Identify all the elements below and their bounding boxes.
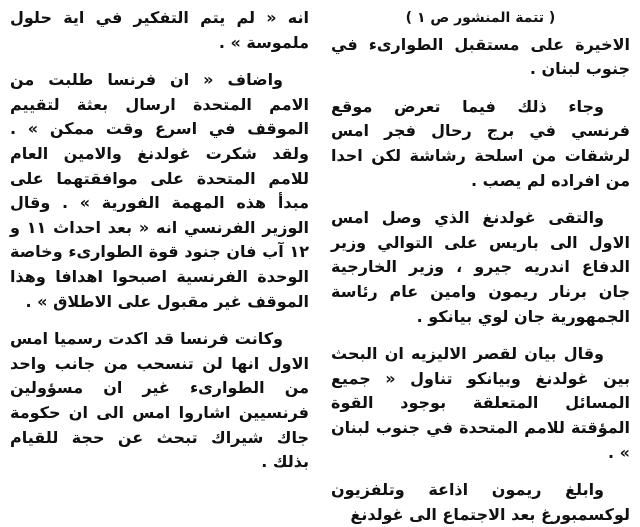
paragraph-no-withdrawal: وكانت فرنسا قد اكدت رسميا امس الاول انها لن تنسحب من جانب واحد من الطوارىء غير ان مسؤولين فرنسيين اشاروا امس الى ان حكومة جاك شيراك تبحث عن حجة للقيام بذلك . — [10, 329, 309, 472]
continuation-note: ( تتمة المنشور ص ١ ) — [405, 10, 556, 26]
paragraph-france-request: واضاف « ان فرنسا طلبت من الامم المتحدة ارسال بعثة لتقييم الموقف في اسرع وقت ممكن » . ولقد شكرت غولدنغ والامين العام للامم المتحدة على موافقتهما على مبدأ هذه المهمة الفورية » . وقال الوزير الفرنسي انه « بعد احداث ١١ و ١٢ آب فان جنود قوة الطوارىء وخاصة الوحدة الفرنسية اصبحوا اهدافا وهذا الموقف غير مقبول على الاطلاق » . — [10, 70, 310, 311]
paragraph-elysee-statement: وقال بيان لقصر الاليزيه ان البحث بين غولدنغ وبيانكو تناول « جميع المسائل المتعلقة بوجود القوة المؤقتة للامم المتحدة في جنوب لبنان » . — [331, 344, 630, 462]
paragraph-attack: وجاء ذلك فيما تعرض موقع فرنسي في برج رحال فجر امس لرشقات من اسلحة رشاشة لكن احدا من افراده لم يصب . — [331, 96, 630, 190]
paragraph-meetings: والتقى غولدنغ الذي وصل امس الاول الى باريس على التوالي وزير الدفاع اندريه جيرو ، وزير الخارجية جان برنار ريمون وامين عام رئاسة الجمهورية جان لوي بيانكو . — [331, 208, 630, 326]
paragraph-raymond-radio: وابلغ ريمون اذاعة وتلفزيون لوكسمبورغ بعد الاجتماع الى غولدنغ — [331, 480, 630, 524]
paragraph-no-solutions: انه « لم يتم التفكير في اية حلول ملموسة » . — [10, 8, 309, 52]
paragraph-continuation: الاخيرة على مستقبل الطوارىء في جنوب لبنان . — [331, 34, 630, 79]
right-column — [331, 6, 630, 524]
left-column — [10, 6, 309, 471]
